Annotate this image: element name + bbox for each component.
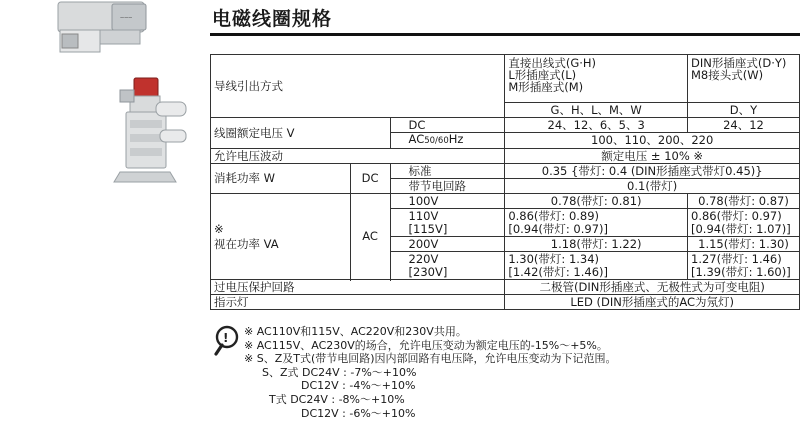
apparent-ac: AC [350, 194, 390, 280]
range-line: S、Z式 DC24V : -7%～+10% [262, 365, 417, 379]
standard-label: 标准 [390, 164, 505, 179]
right-value-line: [1.39(带灯: 1.60)] [691, 264, 791, 279]
notes-block [244, 325, 617, 420]
rated-voltage-label: 线圈额定电压 V [211, 118, 391, 149]
range-line: DC12V : -4%～+10% [301, 379, 416, 393]
power-label: 消耗功率 W [211, 164, 351, 194]
right-value-cell: 1.15(带灯: 1.30) [688, 237, 800, 252]
valve-image-bottom [100, 72, 195, 187]
page-title: 电磁线圈规格 [212, 8, 333, 30]
right-value-cell: 0.78(带灯: 0.87) [688, 194, 800, 209]
fluctuation-value: 额定电压 ± 10% ※ [505, 149, 800, 164]
right-value-line: 1.27(带灯: 1.46) [691, 251, 782, 266]
left-value-cell: 0.78(带灯: 0.81) [505, 194, 688, 209]
title-divider [210, 33, 800, 36]
left-value-line: [0.94(带灯: 0.97)] [508, 221, 609, 236]
power-dc: DC [350, 164, 390, 194]
range-line: DC12V : -6%～+10% [301, 406, 416, 420]
left-value-line: 1.30(带灯: 1.34) [508, 251, 600, 266]
voltage-line: [115V] [408, 221, 448, 236]
voltage-cell: 100V [390, 194, 505, 209]
with-circuit-value: 0.1(带灯) [505, 179, 800, 194]
voltage-line: 220V [408, 251, 439, 266]
right-value-line: 0.86(带灯: 0.97) [691, 208, 782, 223]
header-left-line: 直接出线式(G·H) [508, 56, 597, 70]
ac-label: AC50/60Hz [390, 133, 505, 149]
col-right-codes: D、Y [688, 103, 800, 118]
range-line: T式 DC24V : -8%～+10% [269, 392, 405, 406]
header-right-line: DIN形插座式(D·Y) [691, 56, 787, 70]
indicator-label: 指示灯 [211, 295, 505, 310]
left-value-line: 0.86(带灯: 0.89) [508, 208, 600, 223]
apparent-label: 视在功率 VA [214, 236, 279, 251]
coil-spec-table [210, 54, 800, 310]
ac-value: 100、110、200、220 [505, 133, 800, 149]
left-value-cell: 1.18(带灯: 1.22) [505, 237, 688, 252]
voltage-line: 110V [408, 208, 439, 223]
with-circuit-label: 带节电回路 [390, 179, 505, 194]
lead-out-label: 导线引出方式 [211, 55, 505, 118]
surge-value: 二极管(DIN形插座式、无极性式为可变电阻) [505, 280, 800, 295]
svg-text:~~~: ~~~ [120, 15, 133, 22]
header-right-line: M8接头式(W) [691, 68, 764, 82]
svg-text:!: ! [223, 331, 229, 345]
note-line: ※ AC110V和115V、AC220V和230V共用。 [244, 325, 467, 338]
header-left-line: L形插座式(L) [508, 68, 577, 82]
header-left-line: M形插座式(M) [508, 80, 584, 94]
note-line: ※ S、Z及T式(带节电回路)因内部回路有电压降，允许电压变动为下记范围。 [244, 352, 617, 366]
standard-value: 0.35 {带灯: 0.4 (DIN形插座式带灯0.45)} [505, 164, 800, 179]
right-value-line: [0.94(带灯: 1.07)] [691, 221, 791, 236]
fluctuation-label: 允许电压波动 [211, 149, 505, 164]
voltage-line: [230V] [408, 264, 448, 279]
dc-right-value: 24、12 [688, 118, 800, 133]
dc-left-value: 24、12、6、5、3 [505, 118, 688, 133]
valve-image-top [50, 0, 160, 60]
surge-label: 过电压保护回路 [211, 280, 505, 295]
left-value-line: [1.42(带灯: 1.46)] [508, 264, 609, 279]
dc-label: DC [390, 118, 505, 133]
apparent-mark: ※ [214, 221, 224, 236]
indicator-value: LED (DIN形插座式的AC为氖灯) [505, 295, 800, 310]
col-left-codes: G、H、L、M、W [505, 103, 688, 118]
magnifier-icon [214, 324, 242, 356]
note-line: ※ AC115V、AC230V的场合，允许电压变动为额定电压的-15%～+5%。 [244, 338, 608, 352]
voltage-cell: 200V [390, 237, 505, 252]
